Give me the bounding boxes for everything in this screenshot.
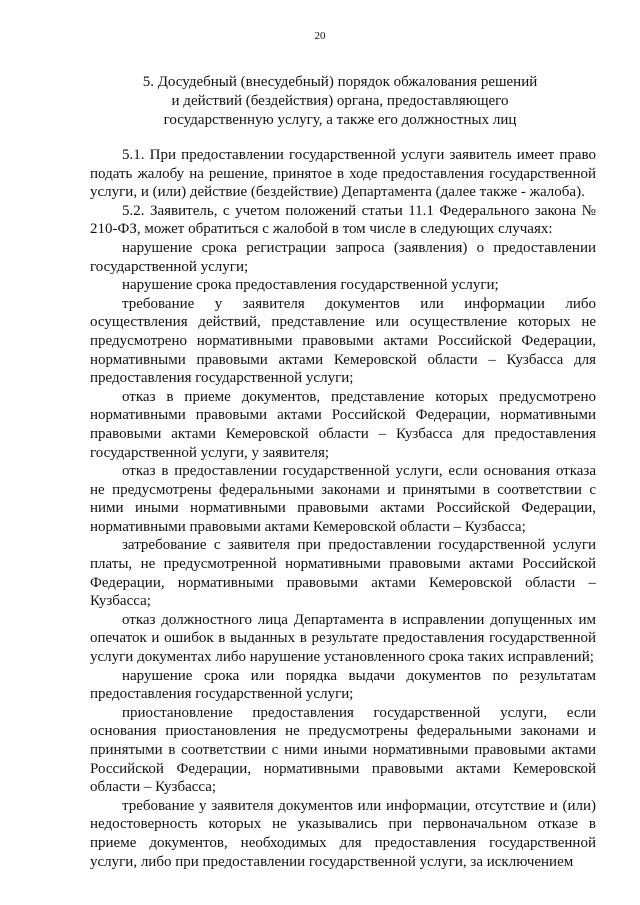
document-body — [90, 146, 596, 871]
paragraph-5-2: 5.2. Заявитель, с учетом положений статьи 11.1 Федерального закона № 210-ФЗ, может обратиться с жалобой в том числе в следующих случаях: — [90, 202, 596, 238]
section-heading-line: государственную услугу, а также его должностных лиц — [163, 112, 517, 128]
list-item-fee-demand: затребование с заявителя при предоставлении государственной услуги платы, не предусмотренной нормативными правовыми актами Российской Федерации, нормативными правовыми актами Кемеровской области – Кузбасса; — [90, 537, 596, 610]
list-item-document-requirement: требование у заявителя документов или информации либо осуществления действий, представление или осуществление которых не предусмотрено нормативными правовыми актами Российской Федерации, нормативными правовыми актами Кемеровской области – Кузбасса для предоставления государственной услуги; — [90, 295, 596, 387]
list-item-service-deadline: нарушение срока предоставления государственной услуги; — [122, 277, 499, 294]
paragraph-5-1: 5.1. При предоставлении государственной услуги заявитель имеет право подать жалобу на решение, принятое в ходе предоставления государственной услуги, и (или) действие (бездействие) Департамента (далее также - жалоба). — [90, 147, 596, 201]
list-item-correction-refusal: отказ должностного лица Департамента в исправлении допущенных им опечаток и ошибок в выданных в результате предоставления государственной услуги документах либо нарушение установленного срока таких исправлений; — [90, 611, 596, 666]
section-heading-line: 5. Досудебный (внесудебный) порядок обжалования решений — [142, 74, 538, 90]
list-item-suspension: приостановление предоставления государственной услуги, если основания приостановления не предусмотрены федеральными законами и принятыми в соответствии с ними иными нормативными правовыми актами Российской Федерации, нормативными правовыми актами Кемеровской области – Кузбасса; — [90, 704, 596, 796]
list-item-document-refusal: отказ в приеме документов, представление которых предусмотрено нормативными правовыми актами Российской Федерации, нормативными правовыми актами Кемеровской области – Кузбасса для предоставления государственной услуги, у заявителя; — [90, 388, 596, 461]
list-item-service-refusal: отказ в предоставлении государственной услуги, если основания отказа не предусмотрены федеральными законами и принятыми в соответствии с ними иными нормативными правовыми актами Российской Федерации, нормативными правовыми актами Кемеровской области – Кузбасса; — [90, 463, 596, 535]
list-item-registration-deadline: нарушение срока регистрации запроса (заявления) о предоставлении государственной услуги; — [90, 239, 596, 275]
section-heading-line: и действий (бездействия) органа, предоставляющего — [171, 93, 509, 109]
section-heading — [90, 73, 590, 130]
list-item-issuance-violation: нарушение срока или порядка выдачи документов по результатам предоставления государственной услуги; — [90, 667, 596, 703]
page-number: 20 — [314, 30, 326, 42]
list-item-unlisted-documents: требование у заявителя документов или информации, отсутствие и (или) недостоверность которых не указывались при первоначальном отказе в приеме документов, необходимых для предоставления государственной услуги, либо при предоставлении государственной услуги, за исключением — [90, 797, 596, 870]
